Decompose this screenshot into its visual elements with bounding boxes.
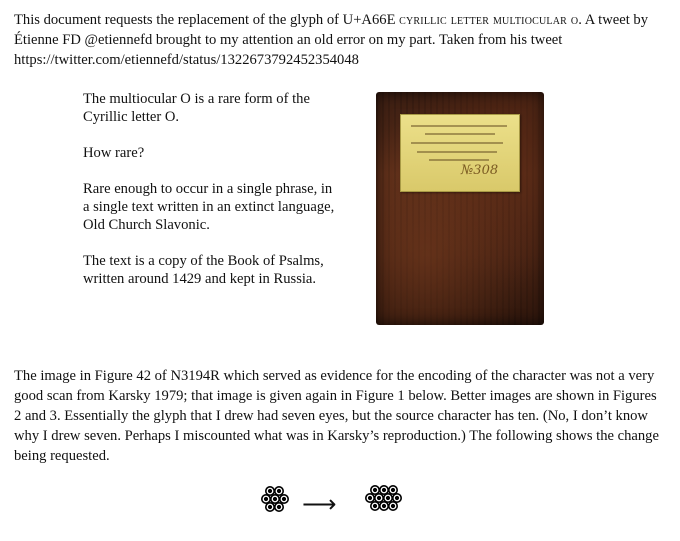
multiocular-o-seven-eyes-icon (262, 487, 288, 511)
quoted-tweet (83, 90, 335, 306)
intro-text-start: This document requests the replacement of the glyph of U+A66E (14, 12, 400, 28)
intro-paragraph (14, 10, 664, 70)
tweet-paragraph-1: The multiocular O is a rare form of the Cyrillic letter O. (83, 91, 310, 125)
intro-text-end: . A tweet by Étienne FD @etiennefd brought to my attention an old error on my part. Taken from his tweet https://twitter.com/etiennefd/status/1322673792452354048 (14, 12, 649, 68)
tweet-paragraph-4: The text is a copy of the Book of Psalms, written around 1429 and kept in Russia. (83, 253, 324, 287)
tweet-paragraph-2: How rare? (83, 145, 145, 161)
glyph-change-figure (258, 484, 418, 532)
psalter-book-photo (376, 92, 544, 325)
arrow-right-icon: ⟶ (302, 490, 337, 518)
body-paragraph: The image in Figure 42 of N3194R which served as evidence for the encoding of the character was not a very good scan from Karsky 1979; that image is given again in Figure 1 below. Better images are shown in Figures 2 and 3. Essentially the glyph that I drew had seven eyes, but the source character has ten. (No, I don’t know why I drew seven. Perhaps I miscounted what was in Karsky’s reproduction.) The following shows the change being requested. (14, 368, 659, 464)
tweet-paragraph-3: Rare enough to occur in a single phrase, in a single text written in an extinct language, Old Church Slavonic. (83, 181, 335, 233)
character-name: cyrillic letter multiocular o (399, 12, 579, 28)
book-label-number: №308 (461, 163, 499, 178)
multiocular-o-ten-eyes-icon (366, 486, 401, 518)
book-label (400, 114, 520, 192)
